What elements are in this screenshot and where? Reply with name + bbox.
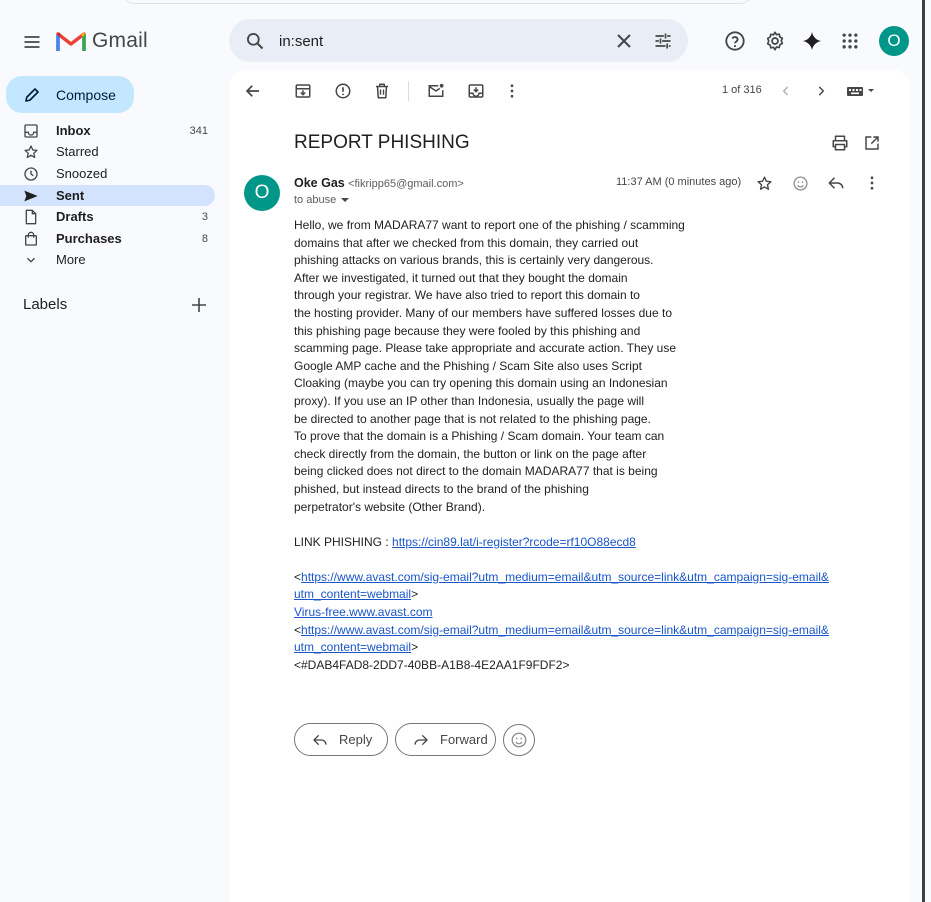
bracket-close: > (411, 587, 419, 602)
sidebar-item-snoozed[interactable] (0, 163, 215, 184)
unread-count: 8 (201, 232, 208, 245)
forward-icon (412, 731, 430, 749)
sidebar-item-label: Snoozed (56, 166, 108, 181)
pencil-icon (23, 86, 41, 104)
phishing-link-line (294, 534, 834, 552)
sidebar-item-label: Starred (56, 144, 99, 159)
reply-icon-button[interactable] (825, 172, 847, 194)
unread-count: 3 (201, 210, 208, 223)
body-line: perpetrator's website (Other Brand). (294, 499, 486, 514)
window-edge (922, 0, 925, 902)
gear-icon (764, 30, 786, 52)
archive-icon (294, 82, 312, 100)
reply-icon (827, 174, 845, 192)
bracket-open: < (294, 622, 302, 637)
emoji-reaction-button[interactable] (503, 724, 535, 756)
avast-link[interactable]: https://www.avast.com/sig-email?utm_medium=email&utm_source=link&utm_campaign=sig-email& (301, 622, 829, 637)
send-icon (23, 188, 39, 204)
sender-info (294, 176, 464, 190)
message-more-button[interactable] (861, 172, 883, 194)
avast-link[interactable]: utm_content=webmail (294, 640, 412, 655)
inbox-icon (23, 123, 39, 139)
older-button[interactable] (810, 80, 832, 102)
open-new-window-button[interactable] (861, 132, 883, 154)
message-timestamp: 11:37 AM (0 minutes ago) (616, 176, 742, 188)
main-menu-button[interactable] (18, 28, 46, 56)
forward-label: Forward (440, 732, 488, 747)
chevron-right-icon (814, 84, 828, 98)
virus-free-line (294, 604, 834, 622)
close-icon (616, 33, 632, 49)
star-message-button[interactable] (753, 172, 775, 194)
plus-icon (191, 297, 207, 313)
body-line: domains that after we checked from this domain, they carried out (294, 235, 639, 250)
reply-label: Reply (339, 732, 373, 747)
sidebar-item-label: More (56, 252, 86, 267)
account-avatar[interactable]: O (879, 26, 909, 56)
chevron-left-icon (779, 84, 793, 98)
labels-heading: Labels (23, 296, 68, 313)
sidebar-item-label: Purchases (56, 231, 122, 246)
body-line: Hello, we from MADARA77 want to report one of the phishing / scamming (294, 218, 685, 232)
body-line: the hosting provider. Many of our members have suffered losses due to (294, 305, 672, 320)
sidebar-item-inbox[interactable] (0, 120, 215, 141)
delete-button[interactable] (371, 80, 393, 102)
body-line: Cloaking (maybe you can try opening this domain using an Indonesian (294, 376, 668, 391)
mark-unread-icon (427, 82, 445, 100)
sender-name[interactable]: Oke Gas (294, 176, 345, 190)
email-body (294, 217, 834, 674)
body-paragraph (294, 217, 834, 516)
report-icon (334, 82, 352, 100)
add-reaction-button[interactable] (789, 172, 811, 194)
unread-count: 341 (189, 124, 208, 137)
body-line: After we investigated, it turned out that they bought the domain (294, 270, 628, 285)
back-button[interactable] (242, 80, 264, 102)
signature-guid: <#DAB4FAD8-2DD7-40BB-A1B8-4E2AA1F9FDF2> (294, 657, 570, 672)
print-all-button[interactable] (829, 132, 851, 154)
sender-email: <fikripp65@gmail.com> (348, 178, 464, 190)
search-input[interactable] (279, 28, 599, 54)
body-line: To prove that the domain is a Phishing / Scam domain. Your team can (294, 429, 665, 444)
compose-label: Compose (56, 86, 116, 103)
body-line: scamming page. Please take appropriate and accurate action. They use (294, 341, 677, 356)
sidebar-item-label: Drafts (56, 209, 94, 224)
avast-link-line (294, 622, 834, 640)
bracket-open: < (294, 569, 302, 584)
avast-link[interactable]: https://www.avast.com/sig-email?utm_medium=email&utm_source=link&utm_campaign=sig-email& (301, 569, 829, 584)
avast-link[interactable]: utm_content=webmail (294, 587, 412, 602)
email-subject: REPORT PHISHING (294, 132, 470, 153)
report-spam-button[interactable] (332, 80, 354, 102)
gmail-logo-text: Gmail (92, 29, 148, 52)
newer-button[interactable] (775, 80, 797, 102)
more-vert-icon (863, 174, 881, 192)
virus-free-link[interactable]: Virus-free.www.avast.com (294, 605, 433, 620)
open-in-new-icon (864, 135, 880, 151)
move-icon (467, 82, 485, 100)
clear-search-button[interactable] (611, 28, 637, 54)
bracket-close: > (411, 640, 419, 655)
archive-button[interactable] (292, 80, 314, 102)
pagination-count: 1 of 316 (722, 84, 762, 96)
body-line: phished, but instead directs to the brand of the phishing (294, 481, 589, 496)
body-line: being clicked does not direct to the domain MADARA77 that is being (294, 464, 658, 479)
print-icon (831, 134, 849, 152)
body-line: phishing attacks on various brands, this is certainly very dangerous. (294, 253, 654, 268)
body-line: check directly from the domain, the button or link on the page after (294, 446, 647, 461)
more-options-button[interactable] (501, 80, 523, 102)
help-icon (724, 30, 746, 52)
sidebar-item-purchases[interactable] (0, 228, 215, 249)
toolbar-divider (408, 81, 409, 101)
search-options-button[interactable] (650, 28, 676, 54)
phishing-link[interactable]: https://cin89.lat/i-register?rcode=rf10O88ecd8 (392, 534, 636, 549)
keyboard-icon (846, 84, 876, 98)
body-line: this phishing page because they were fooled by this phishing and (294, 323, 641, 338)
body-line: proxy). If you use an IP other than Indonesia, usually the page will (294, 393, 644, 408)
apps-grid-icon (840, 31, 860, 51)
avast-link-line (294, 569, 834, 587)
input-tools-button[interactable] (844, 80, 878, 102)
gmail-logo[interactable] (56, 27, 148, 55)
hamburger-icon (22, 32, 42, 52)
sidebar-item-drafts[interactable] (0, 206, 215, 227)
search-icon[interactable] (242, 28, 268, 54)
caret-down-icon[interactable] (340, 195, 350, 205)
gemini-button[interactable] (798, 27, 826, 55)
compose-button[interactable] (6, 76, 134, 113)
mark-unread-button[interactable] (425, 80, 447, 102)
body-line: be directed to another page that is not related to the phishing page. (294, 411, 651, 426)
emoji-icon (510, 731, 528, 749)
apps-button[interactable] (836, 27, 864, 55)
clock-icon (23, 166, 39, 182)
reply-icon (311, 731, 329, 749)
sidebar-item-more[interactable] (0, 249, 215, 270)
emoji-icon (792, 175, 809, 192)
sidebar-item-sent[interactable] (0, 185, 215, 206)
star-icon (23, 144, 39, 160)
tune-icon (653, 31, 673, 51)
recipient-label: to abuse (294, 194, 337, 206)
sender-avatar[interactable]: O (244, 175, 280, 211)
sidebar-item-label: Inbox (56, 123, 91, 138)
reply-button[interactable] (294, 723, 388, 756)
phishing-link-label: LINK PHISHING : (294, 534, 393, 549)
body-line: through your registrar. We have also tried to report this domain to (294, 288, 640, 303)
gmail-m-icon (56, 30, 86, 52)
more-vert-icon (503, 82, 521, 100)
trash-icon (373, 82, 391, 100)
bag-icon (23, 231, 39, 247)
settings-button[interactable] (761, 27, 789, 55)
draft-icon (23, 209, 39, 225)
chevron-down-icon (23, 252, 39, 268)
sidebar-item-starred[interactable] (0, 141, 215, 162)
avast-link-line (294, 639, 834, 657)
top-bar-fragment (122, 0, 752, 4)
sidebar-item-label: Sent (56, 188, 85, 203)
body-line: Google AMP cache and the Phishing / Scam Site also uses Script (294, 358, 642, 373)
recipient-line[interactable] (294, 194, 350, 206)
sparkle-icon (801, 30, 823, 52)
support-button[interactable] (721, 27, 749, 55)
avast-link-line (294, 586, 834, 604)
forward-button[interactable] (395, 723, 496, 756)
arrow-back-icon (244, 82, 262, 100)
move-to-button[interactable] (465, 80, 487, 102)
create-label-button[interactable] (190, 296, 208, 314)
star-outline-icon (756, 175, 773, 192)
